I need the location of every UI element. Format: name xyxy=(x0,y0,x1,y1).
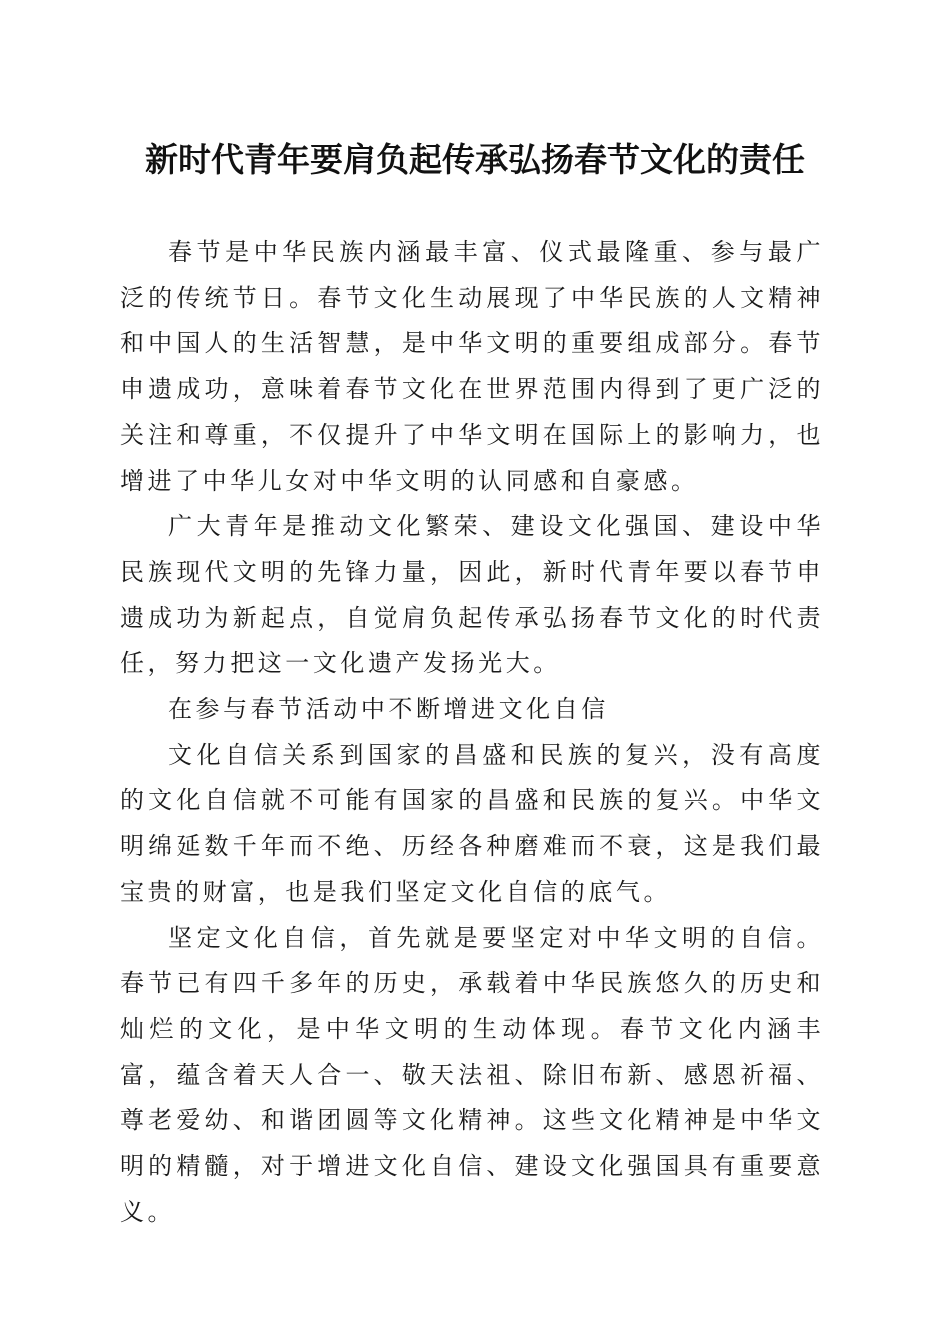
paragraph-youth-responsibility: 广大青年是推动文化繁荣、建设文化强国、建设中华民族现代文明的先锋力量，因此，新时代青年要以春节申遗成功为新起点，自觉肩负起传承弘扬春节文化的时代责任，努力把这一文化遗产发扬光大。 xyxy=(120,512,824,678)
paragraph-intro: 春节是中华民族内涵最丰富、仪式最隆重、参与最广泛的传统节日。春节文化生动展现了中华民族的人文精神和中国人的生活智慧，是中华文明的重要组成部分。春节申遗成功，意味着春节文化在世界范围内得到了更广泛的关注和尊重，不仅提升了中华文明在国际上的影响力，也增进了中华儿女对中华文明的认同感和自豪感。 xyxy=(120,238,824,495)
section-heading: 在参与春节活动中不断增进文化自信 xyxy=(168,695,609,724)
document-title: 新时代青年要肩负起传承弘扬春节文化的责任 xyxy=(145,140,805,179)
paragraph-cultural-confidence: 文化自信关系到国家的昌盛和民族的复兴，没有高度的文化自信就不可能有国家的昌盛和民族的复兴。中华文明绵延数千年而不绝、历经各种磨难而不衰，这是我们最宝贵的财富，也是我们坚定文化自信的底气。 xyxy=(120,740,824,906)
paragraph-civilization-confidence: 坚定文化自信，首先就是要坚定对中华文明的自信。春节已有四千多年的历史，承载着中华民族悠久的历史和灿烂的文化，是中华文明的生动体现。春节文化内涵丰富，蕴含着天人合一、敬天法祖、除旧布新、感恩祈福、尊老爱幼、和谐团圆等文化精神。这些文化精神是中华文明的精髓，对于增进文化自信、建设文化强国具有重要意义。 xyxy=(120,923,824,1226)
document-body xyxy=(120,230,824,1235)
